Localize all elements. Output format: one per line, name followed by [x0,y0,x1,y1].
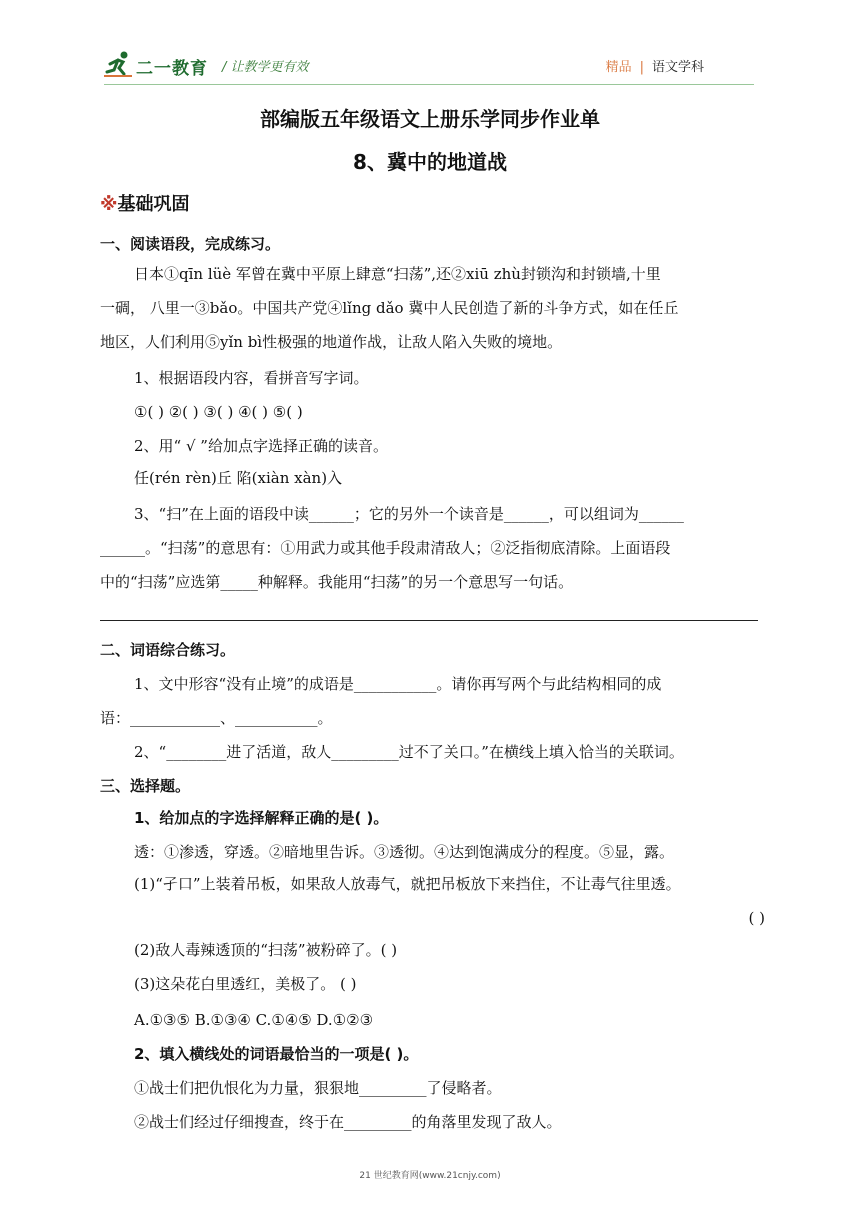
q3-sub1: 1、给加点的字选择解释正确的是( )。 [134,809,389,827]
q3-item-3: (3)这朵花白里透红，美极了。 ( ) [134,975,357,993]
runner-logo-icon [104,50,134,78]
q3-heading: 三、选择题。 [100,777,191,795]
quality-tag: 精品 [605,60,632,75]
q1-sub1: 1、根据语段内容，看拼音写字词。 [134,369,369,387]
q3-item-2: (2)敌人毒辣透顶的“扫荡”被粉碎了。( ) [134,941,398,959]
page-header [104,50,754,82]
q1-heading: 一、阅读语段，完成练习。 [100,235,281,253]
logo [104,50,224,78]
q3-fill-2: ②战士们经过仔细搜查，终于在_________的角落里发现了敌人。 [134,1113,562,1131]
q3-sub2: 2、填入横线处的词语最恰当的一项是( )。 [134,1045,419,1063]
brand-name: 二一教育 [136,59,208,79]
q1-sub2-options: 任(rén rèn)丘 陷(xiàn xàn)入 [134,469,343,487]
header-divider [104,84,754,85]
answer-line [100,620,758,621]
section-basic [100,190,190,216]
q1-sub3-line-1: 3、“扫”在上面的语段中读______；它的另外一个读音是______，可以组词为______ [134,505,684,523]
q2-line-1: 1、文中形容“没有止境”的成语是___________。请你再写两个与此结构相同的成 [134,675,662,693]
q3-choices: A.①③⑤ B.①③④ C.①④⑤ D.①②③ [134,1011,374,1029]
q1-sub3-line-3: 中的“扫荡”应选第_____种解释。我能用“扫荡”的另一个意思写一句话。 [100,573,574,591]
passage-line-1: 日本①qīn lüè 军曾在冀中平原上肆意“扫荡”,还②xiū zhù封锁沟和封锁墙,十里 [134,265,661,283]
q3-item-1: (1)“孑口”上装着吊板，如果敌人放毒气，就把吊板放下来挡住，不让毒气往里透。 [134,875,681,893]
q2-line-2: 语：____________、___________。 [100,709,333,727]
lesson-title: 8、冀中的地道战 [353,150,507,174]
q3-fill-1: ①战士们把仇恨化为力量，狠狠地_________了侵略者。 [134,1079,502,1097]
page-title: 部编版五年级语文上册乐学同步作业单 [260,107,600,131]
section-basic-label: 基础巩固 [117,194,190,215]
q1-sub3-line-2: ______。“扫荡”的意思有：①用武力或其他手段肃清敌人；②泛指彻底清除。上面语段 [100,539,671,557]
q1-sub1-blanks: ①( ) ②( ) ③( ) ④( ) ⑤( ) [134,403,303,421]
passage-line-3: 地区，人们利用⑤yǐn bì性极强的地道作战，让敌人陷入失败的境地。 [100,333,563,351]
subject-label: 语文学科 [651,60,704,75]
reference-mark: ※ [100,194,118,215]
q3-definition: 透：①渗透，穿透。②暗地里告诉。③透彻。④达到饱满成分的程度。⑤显，露。 [134,843,675,861]
q2-line-3: 2、“________进了活道，敌人_________过不了关口。”在横线上填入恰当的关联词。 [134,743,684,761]
slogan: / 让教学更有效 [222,60,309,75]
header-separator: | [639,60,644,75]
q3-item-1-paren: ( ) [748,909,765,927]
header-right [606,56,704,75]
q1-sub2: 2、用“ √ ”给加点字选择正确的读音。 [134,437,388,455]
passage-line-2: 一碉， 八里一③bǎo。中国共产党④lǐng dǎo 冀中人民创造了新的斗争方式，如在任丘 [100,299,679,317]
page-footer: 21 世纪教育网(www.21cnjy.com) [359,1171,501,1181]
q2-heading: 二、词语综合练习。 [100,641,236,659]
